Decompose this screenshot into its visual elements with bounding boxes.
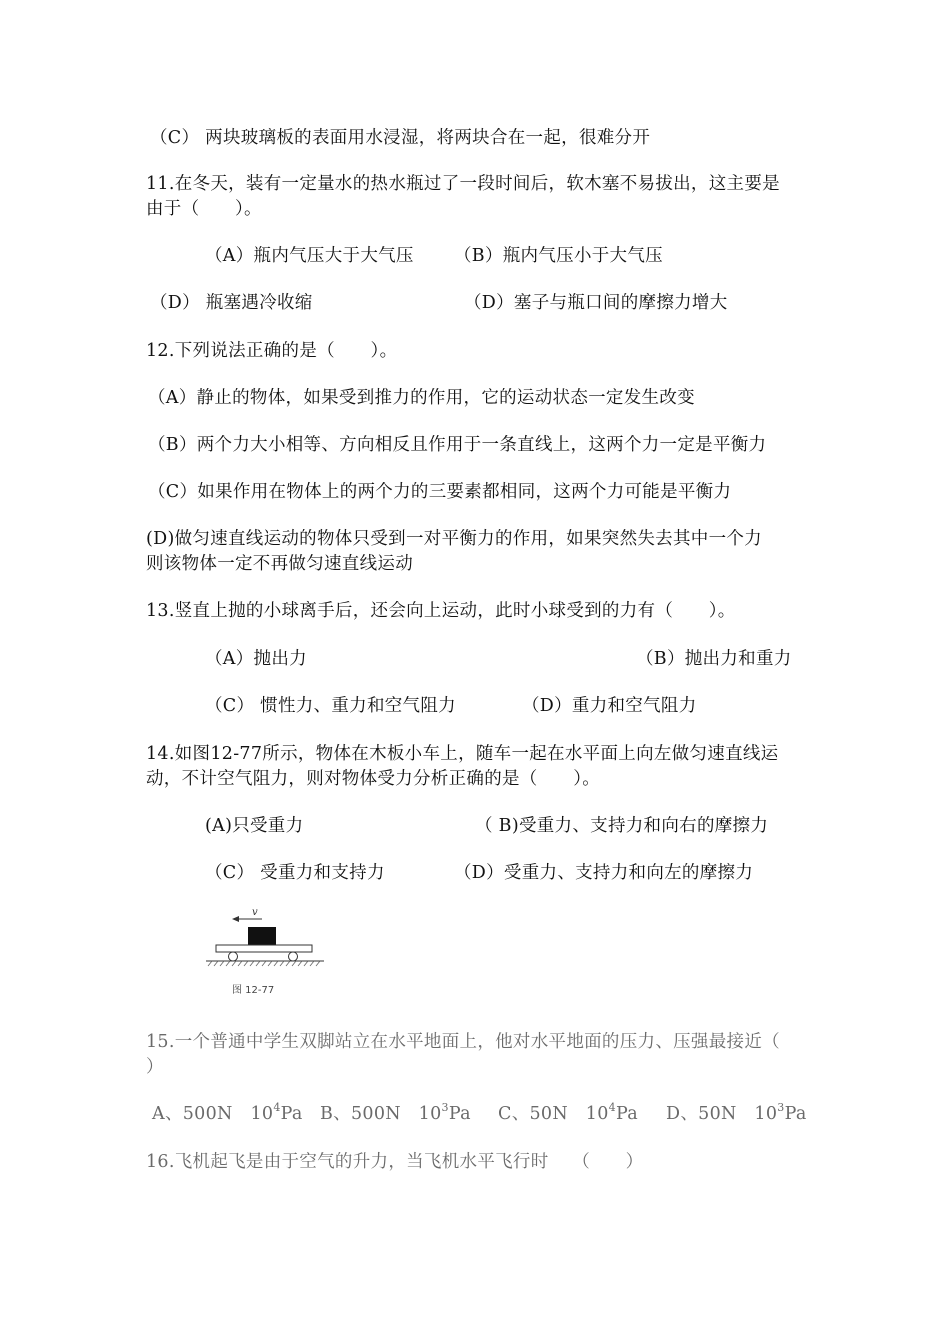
q15-stem-line2: ） xyxy=(146,1057,164,1077)
figure-12-77 xyxy=(200,905,330,1000)
q15-option-c xyxy=(498,1102,638,1126)
q14-option-d: （D）受重力、支持力和向左的摩擦力 xyxy=(454,863,754,883)
q15-option-a xyxy=(152,1102,303,1126)
q16-stem: 16.飞机起飞是由于空气的升力，当飞机水平飞行时 （ ） xyxy=(146,1152,644,1172)
right-wheel xyxy=(289,952,298,961)
q15-option-c-prefix: C、50N 10 xyxy=(498,1104,609,1124)
cart-diagram xyxy=(200,905,330,1000)
q15-option-b-exponent: 3 xyxy=(441,1101,449,1115)
q14-option-b: （ B)受重力、支持力和向右的摩擦力 xyxy=(475,816,769,836)
q15-option-d-exponent: 3 xyxy=(777,1101,785,1115)
q14-option-c: （C） 受重力和支持力 xyxy=(205,863,385,883)
q15-option-b-prefix: B、500N 10 xyxy=(320,1104,442,1124)
q12-stem: 12.下列说法正确的是（ ）。 xyxy=(146,341,398,361)
q12-option-d-line1: (D)做匀速直线运动的物体只受到一对平衡力的作用，如果突然失去其中一个力 xyxy=(146,529,762,549)
q15-option-a-unit: Pa xyxy=(280,1104,303,1124)
q11-option-a: （A）瓶内气压大于大气压 xyxy=(205,246,414,266)
q15-option-d-unit: Pa xyxy=(784,1104,807,1124)
q14-stem-line2: 动，不计空气阻力，则对物体受力分析正确的是（ ）。 xyxy=(146,769,601,789)
q15-option-b xyxy=(320,1102,471,1126)
q11-option-c: （D） 瓶塞遇冷收缩 xyxy=(150,293,313,313)
q13-option-c: （C） 惯性力、重力和空气阻力 xyxy=(205,696,456,716)
q10-option-c: （C） 两块玻璃板的表面用水浸湿，将两块合在一起，很难分开 xyxy=(150,128,651,148)
q13-option-b: （B）抛出力和重力 xyxy=(636,649,792,669)
q13-option-d: （D）重力和空气阻力 xyxy=(522,696,697,716)
q11-option-b: （B）瓶内气压小于大气压 xyxy=(454,246,663,266)
q13-stem: 13.竖直上抛的小球离手后，还会向上运动，此时小球受到的力有（ ）。 xyxy=(146,601,736,621)
q12-option-a: （A）静止的物体，如果受到推力的作用，它的运动状态一定发生改变 xyxy=(148,388,695,408)
q13-option-a: （A）抛出力 xyxy=(205,649,307,669)
q12-option-d-line2: 则该物体一定不再做匀速直线运动 xyxy=(146,554,413,574)
q15-option-d xyxy=(666,1102,807,1126)
q11-stem-line1: 11.在冬天，装有一定量水的热水瓶过了一段时间后，软木塞不易拔出，这主要是 xyxy=(146,174,780,194)
q15-option-b-unit: Pa xyxy=(448,1104,471,1124)
q15-option-a-exponent: 4 xyxy=(273,1101,281,1115)
velocity-label: v xyxy=(252,907,258,918)
block xyxy=(248,927,276,945)
figure-caption: 图 12-77 xyxy=(232,985,275,996)
q12-option-b: （B）两个力大小相等、方向相反且作用于一条直线上，这两个力一定是平衡力 xyxy=(148,435,767,455)
q11-option-d: （D）塞子与瓶口间的摩擦力增大 xyxy=(464,293,728,313)
q14-stem-line1: 14.如图12-77所示，物体在木板小车上，随车一起在水平面上向左做匀速直线运 xyxy=(146,744,779,764)
q15-option-d-prefix: D、50N 10 xyxy=(666,1104,778,1124)
ground-hatch xyxy=(208,961,320,966)
q14-option-a: (A)只受重力 xyxy=(205,816,304,836)
q15-option-c-exponent: 4 xyxy=(608,1101,616,1115)
q15-option-a-prefix: A、500N 10 xyxy=(152,1104,274,1124)
q12-option-c: （C）如果作用在物体上的两个力的三要素都相同，这两个力可能是平衡力 xyxy=(148,482,732,502)
cart-board xyxy=(216,945,312,952)
q15-stem-line1: 15.一个普通中学生双脚站立在水平地面上，他对水平地面的压力、压强最接近（ xyxy=(146,1032,780,1052)
q15-option-c-unit: Pa xyxy=(615,1104,638,1124)
left-wheel xyxy=(229,952,238,961)
q11-stem-line2: 由于（ ）。 xyxy=(146,199,262,219)
